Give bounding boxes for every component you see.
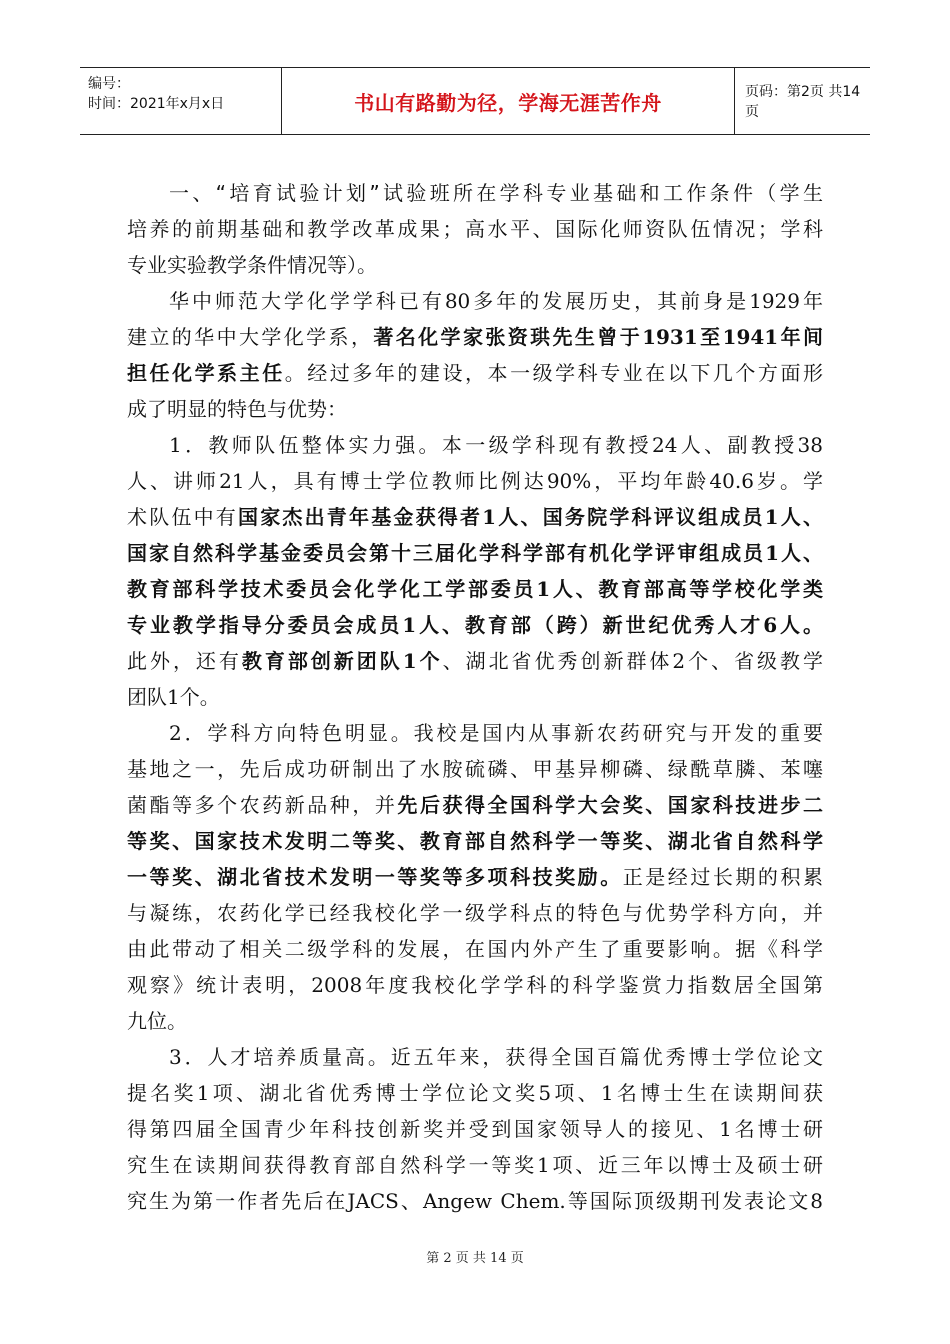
text-line: 菌酯等多个农药新品种，并先后获得全国科学大会奖、国家科技进步二: [127, 793, 823, 817]
text-line: 华中师范大学化学学科已有80多年的发展历史，其前身是1929年: [169, 289, 823, 313]
page-footer: 第 2 页 共 14 页: [426, 1251, 524, 1266]
text-line: 提名奖1项、湖北省优秀博士学位论文奖5项、1名博士生在读期间获: [127, 1081, 823, 1105]
text-line: 由此带动了相关二级学科的发展，在国内外产生了重要影响。据《科学: [127, 937, 823, 961]
text-line: 一等奖、湖北省技术发明一等奖等多项科技奖励。正是经过长期的积累: [127, 865, 823, 889]
header-motto: 书山有路勤为径，学海无涯苦作舟: [282, 68, 735, 134]
header-table: [80, 67, 870, 135]
text-line: [127, 607, 823, 643]
text-line: 3．人才培养质量高。近五年来，获得全国百篇优秀博士学位论文: [169, 1045, 823, 1069]
bold-text: 国家自然科学基金委员会第十三届化学科学部有机化学评审组成员1人、: [127, 541, 823, 565]
text-line: 与凝练，农药化学已经我校化学一级学科点的特色与优势学科方向，并: [127, 901, 823, 925]
text-line: 成了明显的特色与优势：: [127, 397, 347, 421]
text-line: 1．教师队伍整体实力强。本一级学科现有教授24人、副教授38: [169, 433, 823, 457]
text-line: 术队伍中有国家杰出青年基金获得者1人、国务院学科评议组成员1人、: [127, 505, 823, 529]
bold-text: 教育部创新团队1个: [241, 649, 443, 673]
text-line: [127, 535, 823, 571]
text-line: 观察》统计表明，2008年度我校化学学科的科学鉴赏力指数居全国第: [127, 973, 823, 997]
bold-text: 专业教学指导分委员会成员1人、教育部（跨）新世纪优秀人才6人。: [127, 613, 823, 637]
document-number-label: 编号：: [88, 76, 130, 92]
text-line: 此外，还有教育部创新团队1个、湖北省优秀创新群体2个、省级教学: [127, 649, 823, 673]
bold-text: 等奖、国家技术发明二等奖、教育部自然科学一等奖、湖北省自然科学: [127, 829, 823, 853]
header-page-label: 页码：第2页 共14页: [745, 84, 861, 120]
text-line: 2．学科方向特色明显。我校是国内从事新农药研究与开发的重要: [169, 721, 823, 745]
text-line: 得第四届全国青少年科技创新奖并受到国家领导人的接见、1名博士研: [127, 1117, 823, 1141]
text-line: 九位。: [127, 1009, 187, 1033]
bold-text: 著名化学家张资珙先生曾于1931至1941年间: [373, 325, 823, 349]
bold-text: 一等奖、湖北省技术发明一等奖等多项科技奖励。: [127, 865, 623, 889]
text-line: 团队1个。: [127, 685, 220, 709]
text-line: 建立的华中大学化学系，著名化学家张资珙先生曾于1931至1941年间: [127, 325, 823, 349]
header-info-cell: [80, 68, 282, 134]
section-title-line: 培养的前期基础和教学改革成果；高水平、国际化师资队伍情况；学科: [127, 217, 823, 241]
text-line: 担任化学系主任。经过多年的建设，本一级学科专业在以下几个方面形: [127, 361, 823, 385]
section-title: [127, 175, 823, 283]
text-line: [127, 571, 823, 607]
text-line: [127, 823, 823, 859]
bold-text: 担任化学系主任: [127, 361, 285, 385]
bold-text: 先后获得全国科学大会奖、国家科技进步二: [397, 793, 823, 817]
section-title-line: 专业实验教学条件情况等）。: [127, 253, 377, 277]
bold-text: 教育部科学技术委员会化学化工学部委员1人、教育部高等学校化学类: [127, 577, 823, 601]
section-title-line: 一、“培育试验计划”试验班所在学科专业基础和工作条件（学生: [169, 181, 823, 205]
paragraph-talent: [127, 1039, 823, 1219]
paragraph-discipline: [127, 715, 823, 1039]
document-time-label: 时间：2021年x月x日: [88, 96, 225, 112]
paragraph-history: [127, 283, 823, 427]
text-line: 究生为第一作者先后在JACS、Angew Chem.等国际顶级期刊发表论文8: [127, 1189, 823, 1213]
text-line: 人、讲师21人，具有博士学位教师比例达90%，平均年龄40.6岁。学: [127, 469, 823, 493]
document-body: [127, 175, 823, 1219]
paragraph-faculty: [127, 427, 823, 715]
text-line: 究生在读期间获得教育部自然科学一等奖1项、近三年以博士及硕士研: [127, 1153, 823, 1177]
bold-text: 国家杰出青年基金获得者1人、国务院学科评议组成员1人、: [238, 505, 823, 529]
text-line: 基地之一，先后成功研制出了水胺硫磷、甲基异柳磷、绿酰草膦、苯噻: [127, 757, 823, 781]
